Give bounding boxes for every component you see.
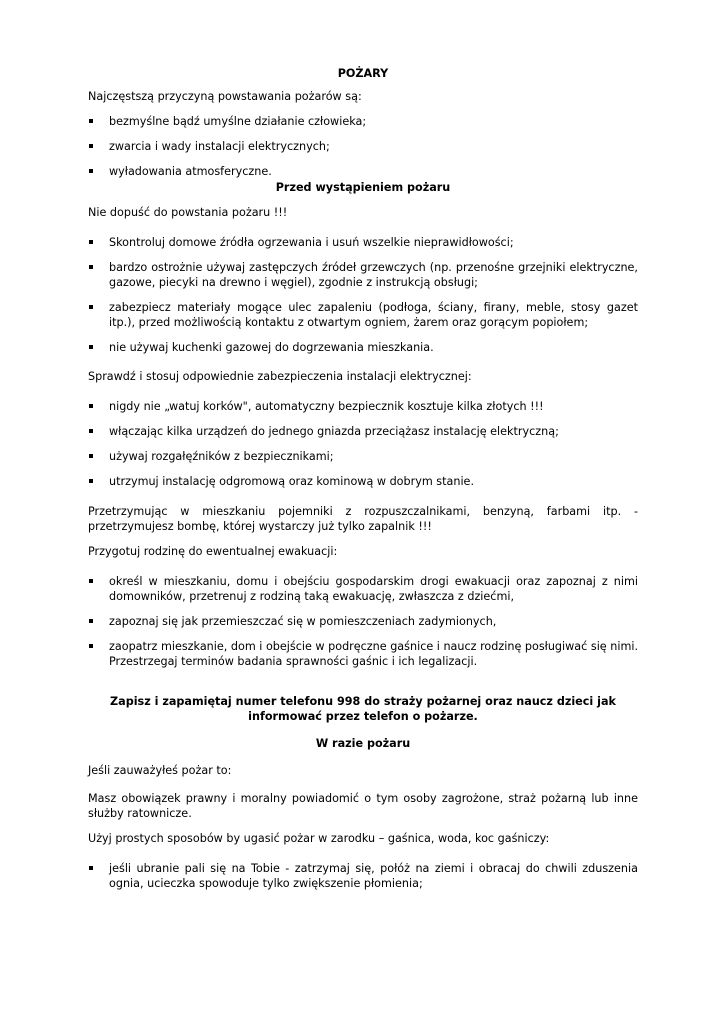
causes-list <box>88 114 638 179</box>
electric-list <box>88 399 638 489</box>
evacuation-list <box>88 574 638 669</box>
list-item: zapoznaj się jak przemieszczać się w pomieszczeniach zadymionych, <box>88 614 638 629</box>
list-item: jeśli ubranie pali się na Tobie - zatrzymaj się, połóż na ziemi i obracaj do chwili zduszenia ognia, ucieczka spowoduje tylko zwiększenie płomienia; <box>88 861 638 891</box>
document-page <box>88 66 638 891</box>
causes-intro: Najczęstszą przyczyną powstawania pożarów są: <box>88 90 362 103</box>
during-intro: Jeśli zauważyłeś pożar to: <box>88 764 232 777</box>
before-heading: Przed wystąpieniem pożaru <box>275 181 451 194</box>
list-item: nie używaj kuchenki gazowej do dogrzewania mieszkania. <box>88 340 638 355</box>
duty-note: Masz obowiązek prawny i moralny powiadomić o tym osoby zagrożone, straż pożarną lub inne służby ratownicze. <box>88 792 638 820</box>
storage-note: Przetrzymując w mieszkaniu pojemniki z rozpuszczalnikami, benzyną, farbami itp. -przetrzymujesz bombę, której wystarczy już tylko zapalnik !!! <box>88 505 638 533</box>
list-item: włączając kilka urządzeń do jednego gniazda przeciążasz instalację elektryczną; <box>88 424 638 439</box>
during-heading: W razie pożaru <box>315 737 411 750</box>
list-item: wyładowania atmosferyczne. <box>88 164 638 179</box>
document-title: POŻARY <box>337 67 389 80</box>
electric-intro: Sprawdź i stosuj odpowiednie zabezpieczenia instalacji elektrycznej: <box>88 370 472 383</box>
list-item: używaj rozgałęźników z bezpiecznikami; <box>88 449 638 464</box>
extinguish-intro: Użyj prostych sposobów by ugasić pożar w zarodku – gaśnica, woda, koc gaśniczy: <box>88 832 550 845</box>
extinguish-list <box>88 861 638 891</box>
list-item: nigdy nie „watuj korków", automatyczny bezpiecznik kosztuje kilka złotych !!! <box>88 399 638 414</box>
list-item: Skontroluj domowe źródła ogrzewania i usuń wszelkie nieprawidłowości; <box>88 235 638 250</box>
list-item: zabezpiecz materiały mogące ulec zapaleniu (podłoga, ściany, firany, meble, stosy gazet itp.), przed możliwością kontaktu z otwartym ogniem, żarem oraz gorącym popiołem; <box>88 300 638 330</box>
list-item: utrzymuj instalację odgromową oraz kominową w dobrym stanie. <box>88 474 638 489</box>
phone-note: Zapisz i zapamiętaj numer telefonu 998 do straży pożarnej oraz naucz dzieci jak informować przez telefon o pożarze. <box>110 695 616 723</box>
list-item: zwarcia i wady instalacji elektrycznych; <box>88 139 638 154</box>
before-list <box>88 235 638 355</box>
evacuation-intro: Przygotuj rodzinę do ewentualnej ewakuacji: <box>88 545 338 558</box>
list-item: bardzo ostrożnie używaj zastępczych źródeł grzewczych (np. przenośne grzejniki elektryczne, gazowe, piecyki na drewno i węgiel), zgodnie z instrukcją obsługi; <box>88 260 638 290</box>
list-item: określ w mieszkaniu, domu i obejściu gospodarskim drogi ewakuacji oraz zapoznaj z nimi domowników, przetrenuj z rodziną taką ewakuację, zwłaszcza z dziećmi, <box>88 574 638 604</box>
before-intro: Nie dopuść do powstania pożaru !!! <box>88 206 288 219</box>
list-item: bezmyślne bądź umyślne działanie człowieka; <box>88 114 638 129</box>
list-item: zaopatrz mieszkanie, dom i obejście w podręczne gaśnice i naucz rodzinę posługiwać się nimi. Przestrzegaj terminów badania sprawności gaśnic i ich legalizacji. <box>88 639 638 669</box>
